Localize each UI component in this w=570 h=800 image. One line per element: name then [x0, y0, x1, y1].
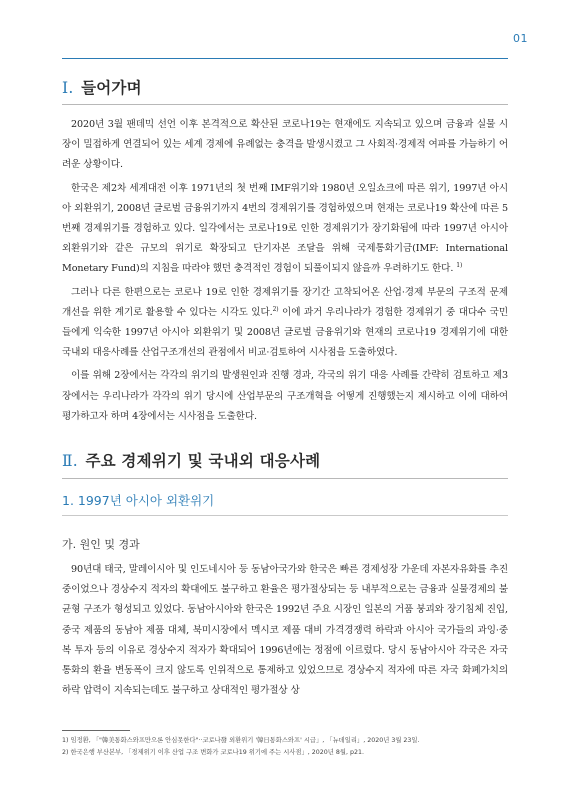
header-rule	[62, 58, 508, 59]
footnote-1: 1) 임정환, 「"韓美통화스와프만으론 안심못한다"··코로나發 외환위기 '韓日통화스와프' 시급」, 「뉴데일리」, 2020년 3월 23일.	[62, 737, 420, 744]
footnote-ref-1[interactable]: 1)	[456, 262, 463, 270]
paragraph-text: 그러나 다른 한편으로는 코로나 19로 인한 경제위기를 장기간 고착되어온 산업·경제 부문의 구조적 문제 개선을 위한 계기로 활용할 수 있다는 시각도 있다.	[62, 286, 508, 318]
footnote-divider	[62, 730, 130, 731]
section-1-heading	[62, 76, 508, 105]
page-number: 01	[513, 32, 528, 45]
subsection-heading: 1. 1997년 아시아 외환위기	[62, 491, 508, 516]
paragraph: 이를 위해 2장에서는 각각의 위기의 발생원인과 진행 경과, 각국의 위기 대응 사례를 간략히 검토하고 제3장에서는 우리나라가 각각의 위기 당시에 산업부문의 구조개혁을 어떻게 진행했는지 제시하고 이에 대하여 평가하고자 하며 4장에서는 시사점을 도출한다.	[62, 370, 508, 422]
paragraph	[62, 179, 508, 280]
paragraph: 90년대 태국, 말레이시아 및 인도네시아 등 동남아국가와 한국은 빠른 경제성장 가운데 자본자유화를 추진 중이었으나 경상수지 적자의 확대에도 불구하고 환율은 평가절상되는 등 내부적으로는 금융과 실물경제의 불균형 구조가 형성되고 있었다. 동남아시아와 한국은 1992년 주요 시장인 일본의 거품 붕괴와 장기침체 진입, 중국 제품의 동남아 제품 대체, 북미시장에서 멕시코 제품 대비 가격경쟁력 하락과 아시아 국가들의 과잉·중복 투자 등의 이유로 경상수지 적자가 확대되어 1996년에는 정점에 이르렀다. 당시 동남아시아 각국은 자국통화의 환율 변동폭이 크지 않도록 인위적으로 통제하고 있었으므로 경상수지 적자에 따른 자국 화폐가치의 하락 압력이 지속되는데도 불구하고 상대적인 평가절상 상	[62, 564, 508, 697]
footnote-2: 2) 한국은행 부산본부, 「경제위기 이후 산업 구조 변화가 코로나19 위기에 주는 시사점」, 2020년 8월, p21.	[62, 749, 364, 756]
section-1-numeral: Ⅰ.	[62, 79, 74, 97]
footnote-ref-2[interactable]: 2)	[272, 305, 279, 313]
paragraph: 2020년 3월 팬데믹 선언 이후 본격적으로 확산된 코로나19는 현재에도 지속되고 있으며 금융과 실물 시장이 밀접하게 연결되어 있는 세계 경제에 유례없는 충격을 발생시켰고 그 사회적·경제적 여파를 가늠하기 어려운 상황이다.	[62, 119, 508, 171]
section-2-title: 주요 경제위기 및 국내외 대응사례	[85, 452, 321, 471]
section-2-heading	[62, 449, 508, 479]
paragraph	[62, 283, 508, 364]
paragraph-text: 이에 과거 우리나라가 경험한 경제위기 중 대다수 국민들에게 익숙한 1997년 아시아 외환위기 및 2008년 글로벌 금융위기와 현재의 코로나19 경제위기에 대한 국내외 대응사례를 산업구조개선의 관점에서 비교·검토하여 시사점을 도출하였다.	[62, 306, 508, 359]
footnotes	[62, 735, 530, 759]
paragraph-text: 한국은 제2차 세계대전 이후 1971년의 첫 번째 IMF위기와 1980년 오일쇼크에 따른 위기, 1997년 아시아 외환위기, 2008년 글로벌 금융위기까지 4번의 경제위기를 경험하였으며 현재는 코로나19 확산에 따른 5번째 경제위기를 경험하고 있다. 일각에서는 코로나19로 인한 경제위기가 장기화됨에 따라 1997년 아시아 외환위기와 같은 규모의 위기로 확장되고 단기자본 조달을 위해 국제통화기금(IMF: International Monetary Fund)의 지침을 따라야 했던 충격적인 경험이 되풀이되지 않을까 우려하기도 한다.	[62, 182, 508, 275]
section-1-title: 들어가며	[81, 79, 142, 97]
subsubsection-heading: 가. 원인 및 경과	[62, 538, 140, 552]
section-2-numeral: Ⅱ.	[62, 452, 78, 471]
page-content	[62, 76, 508, 704]
